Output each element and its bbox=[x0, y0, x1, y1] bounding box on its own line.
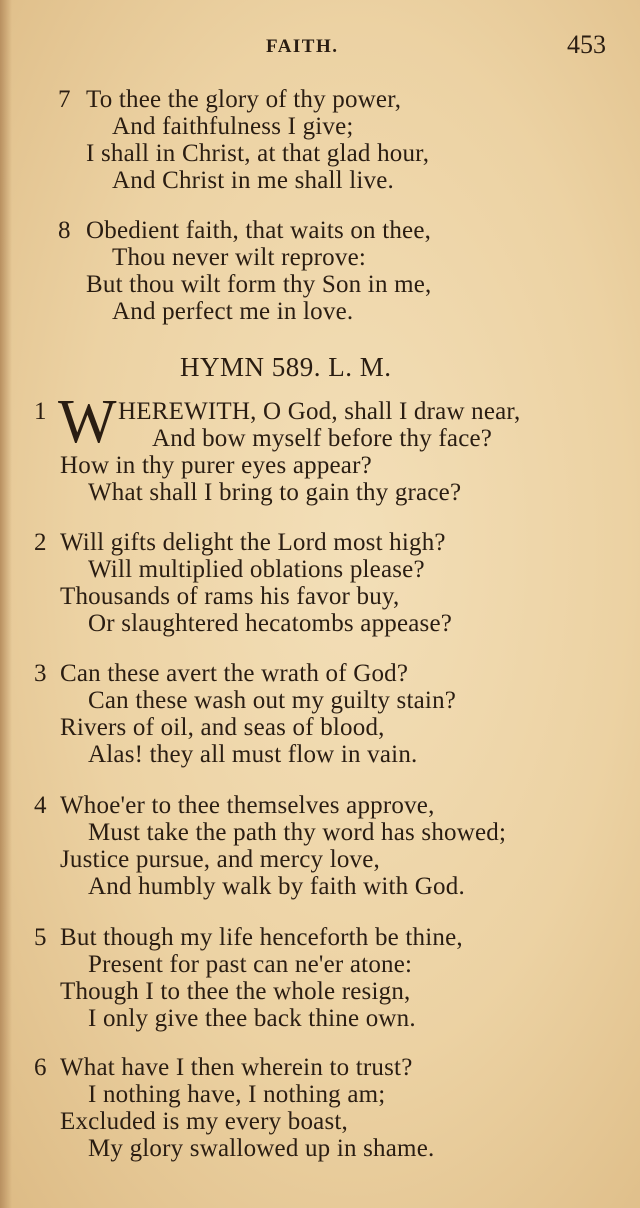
verse-line: And bow myself before thy face? bbox=[152, 425, 493, 452]
stanza-number: 6 bbox=[34, 1054, 47, 1081]
running-title: FAITH. bbox=[266, 36, 339, 57]
verse-line: Whoe'er to thee themselves approve, bbox=[60, 792, 435, 819]
verse-line: Can these avert the wrath of God? bbox=[60, 660, 409, 687]
verse-line: HEREWITH, O God, shall I draw near, bbox=[118, 398, 521, 425]
stanza-number: 7 bbox=[58, 86, 71, 113]
verse-line: Will multiplied oblations please? bbox=[88, 556, 425, 583]
verse-line: And Christ in me shall live. bbox=[112, 167, 394, 194]
stanza-number: 8 bbox=[58, 217, 71, 244]
verse-line: I nothing have, I nothing am; bbox=[88, 1081, 386, 1108]
verse-line: Or slaughtered hecatombs appease? bbox=[88, 610, 453, 637]
verse-line: To thee the glory of thy power, bbox=[86, 86, 402, 113]
verse-line: I only give thee back thine own. bbox=[88, 1005, 416, 1032]
page-number: 453 bbox=[567, 30, 606, 59]
verse-line: Must take the path thy word has showed; bbox=[88, 819, 507, 846]
verse-line: Thou never wilt reprove: bbox=[112, 244, 367, 271]
verse-line: Obedient faith, that waits on thee, bbox=[86, 217, 432, 244]
page-spine-shadow bbox=[0, 0, 12, 1208]
hymn-title: HYMN 589. L. M. bbox=[180, 352, 392, 382]
drop-cap: W bbox=[58, 388, 117, 456]
verse-line: My glory swallowed up in shame. bbox=[88, 1135, 435, 1162]
verse-line: But thou wilt form thy Son in me, bbox=[86, 271, 432, 298]
verse-line: I shall in Christ, at that glad hour, bbox=[86, 140, 430, 167]
verse-line: Thousands of rams his favor buy, bbox=[60, 583, 400, 610]
stanza-number: 3 bbox=[34, 660, 47, 687]
verse-line: Excluded is my every boast, bbox=[60, 1108, 348, 1135]
page-header bbox=[0, 30, 640, 64]
verse-line: But though my life henceforth be thine, bbox=[60, 924, 463, 951]
verse-line: Present for past can ne'er atone: bbox=[88, 951, 413, 978]
verse-line: And faithfulness I give; bbox=[112, 113, 354, 140]
stanza-number: 2 bbox=[34, 529, 47, 556]
verse-line: Will gifts delight the Lord most high? bbox=[60, 529, 446, 556]
verse-line: And perfect me in love. bbox=[112, 298, 354, 325]
verse-line: Justice pursue, and mercy love, bbox=[60, 846, 380, 873]
verse-line: Rivers of oil, and seas of blood, bbox=[60, 714, 385, 741]
verse-line: How in thy purer eyes appear? bbox=[60, 452, 372, 479]
stanza-number: 1 bbox=[34, 398, 47, 425]
verse-line: Though I to thee the whole resign, bbox=[60, 978, 411, 1005]
verse-line: What shall I bring to gain thy grace? bbox=[88, 479, 462, 506]
stanza-number: 4 bbox=[34, 792, 47, 819]
verse-line: Alas! they all must flow in vain. bbox=[88, 741, 418, 768]
verse-line: What have I then wherein to trust? bbox=[60, 1054, 413, 1081]
stanza-number: 5 bbox=[34, 924, 47, 951]
verse-line: Can these wash out my guilty stain? bbox=[88, 687, 457, 714]
verse-line: And humbly walk by faith with God. bbox=[88, 873, 465, 900]
